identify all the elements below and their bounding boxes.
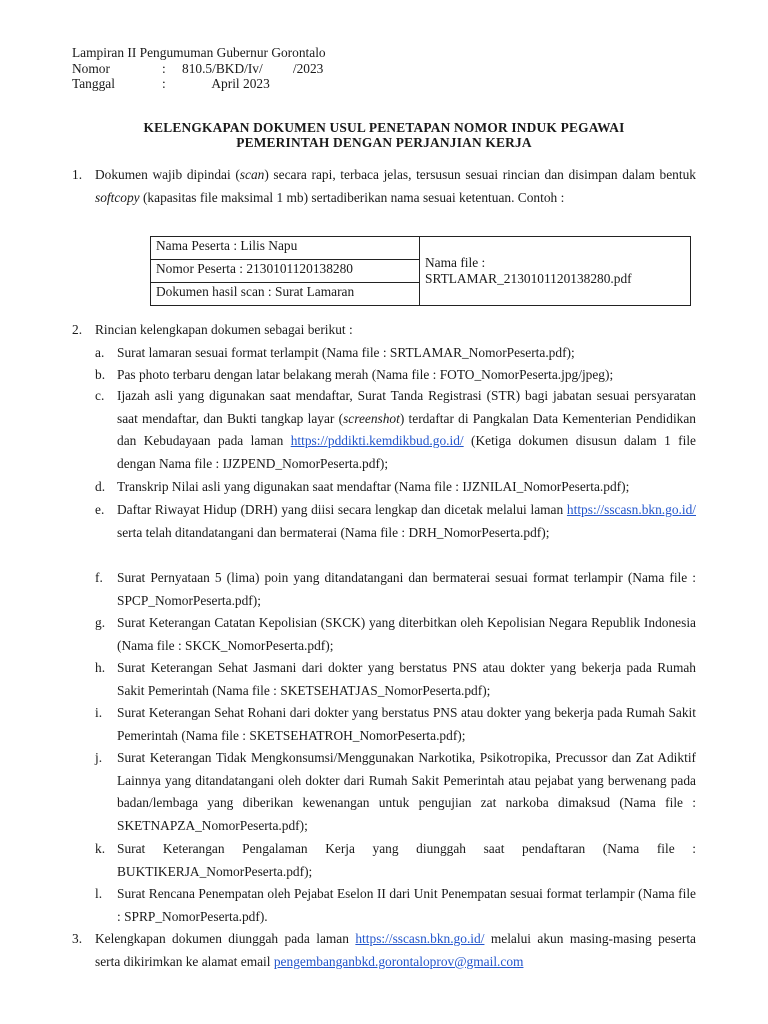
item-text: Rincian kelengkapan dokumen sebagai berikut : [95, 322, 353, 337]
tanggal-colon: : [162, 76, 166, 91]
tanggal-value: April 2023 [182, 76, 270, 91]
title-line-2: PEMERINTAH DENGAN PERJANJIAN KERJA [236, 135, 532, 150]
item-number: 1. [72, 167, 83, 182]
example-table [150, 236, 691, 306]
title-line-1: KELENGKAPAN DOKUMEN USUL PENETAPAN NOMOR INDUK PEGAWAI [143, 120, 625, 135]
email-link[interactable]: pengembanganbkd.gorontaloprov@gmail.com [273, 953, 524, 969]
attachment-line: Lampiran II Pengumuman Gubernur Gorontalo [72, 45, 326, 60]
document-title [72, 120, 696, 150]
nomor-label: Nomor [72, 60, 110, 76]
sscasn-link[interactable]: https://sscasn.bkn.go.id/ [355, 931, 485, 946]
document-page: Lampiran II Pengumuman Gubernur Gorontalo Nomor : 810.5/BKD/Iv/ /2023 Tanggal : April 2023 KELENGKAPAN DOKUMEN USUL PENETAPAN NOMOR INDUK PEGAWAI PEMERINTAH DENGAN PERJANJIAN KERJA 1. Dokumen wajib dipindai (scan) secara rapi, terbaca jelas, tersusun sesuai rincian dan disimpan dalam bentuk softcopy (kapasitas file maksimal 1 mb) sertadiberikan nama sesuai ketentuan. Contoh : Nama Peserta : Lilis Napu Nama file : SRTLAMAR_2130101120138280.pdf Nomor Peserta : 2130101120138280 Dokumen hasil scan : Surat Lamaran 2. Rincian kelengkapan dokumen sebagai berikut : a. Surat lamaran sesuai format terlampit (Nama file : SRTLAMAR_NomorPeserta.pdf); b. Pas photo terbaru dengan latar belakang merah (Nama file : FOTO_NomorPeserta.jpg/jpeg); c. Ijazah asli yang digunakan saat mendaftar, Surat Tanda Registrasi (STR) bagi jabatan sesuai persyaratan saat mendaftar, dan Bukti tangkap layar (screenshot) terdaftar di Pangkalan Data Kementerian Pendidikan dan Kebudayaan pada laman https://pddikti.kemdikbud.go.id/ (Ketiga dokumen disusun dalam 1 file dengan Nama file : IJZPEND_NomorPeserta.pdf); d. Transkrip Nilai asli yang digunakan saat mendaftar (Nama file : IJZNILAI_NomorPeserta.pdf); e. Daftar Riwayat Hidup (DRH) yang diisi secara lengkap dan dicetak melalui laman https://sscasn.bkn.go.id/ serta telah ditandatangani dan bermaterai (Nama file : DRH_NomorPeserta.pdf); f. Surat Pernyataan 5 (lima) poin yang ditandatangani dan bermaterai sesuai format terlampir (Nama file : SPCP_NomorPeserta.pdf); g. Surat Keterangan Catatan Kepolisian (SKCK) yang diterbitkan oleh Kepolisian Negara Republik Indonesia (Nama file : SKCK_NomorPeserta.pdf); h. Surat Keterangan Sehat Jasmani dari dokter yang berstatus PNS atau dokter yang bekerja pada Rumah Sakit Pemerintah (Nama file : SKETSEHATJAS_NomorPeserta.pdf); i. Surat Keterangan Sehat Rohani dari dokter yang berstatus PNS atau dokter yang bekerja pada Rumah Sakit Pemerintah (Nama file : SKETSEHATROH_NomorPeserta.pdf); j. Surat Keterangan Tidak Mengkonsumsi/Menggunakan Narkotika, Psikotropika, Precussor dan Zat Adiktif Lainnya yang ditandatangani oleh dokter dari Rumah Sakit Pemerintah atau pejabat yang berwenang pada badan/lembaga yang diberikan kewenangan untuk pengujian zat narkoba dimaksud (Nama file : SKETNAPZA_NomorPeserta.pdf); k. Surat Keterangan Pengalaman Kerja yang diunggah saat pendaftaran (Nama file : BUKTIKERJA_NomorPeserta.pdf); l. Surat Rencana Penempatan oleh Pejabat Eselon II dari Unit Penempatan sesuai format terlampir (Nama file : SPRP_NomorPeserta.pdf). 3. Kelengkapan dokumen diunggah pada laman https://sscasn.bkn.go.id/ melalui akun masing-masing peserta serta dikirimkan ke alamat email pengembanganbkd.gorontaloprov@gmail.com [0, 0, 768, 1024]
item-text: Dokumen wajib dipindai (scan) secara rapi, terbaca jelas, tersusun sesuai rincian dan disimpan dalam bentuk softcopy (kapasitas file maksimal 1 mb) sertadiberikan nama sesuai ketentuan. Contoh : [95, 167, 696, 205]
item-number: 3. [72, 931, 83, 946]
table-cell: Nama Peserta : Lilis Napu [151, 237, 420, 260]
filename-cell: Nama file : SRTLAMAR_2130101120138280.pdf [420, 237, 691, 306]
nomor-value: 810.5/BKD/Iv/ /2023 [182, 60, 324, 76]
table-cell: Dokumen hasil scan : Surat Lamaran [151, 283, 420, 306]
attachment-header [72, 45, 326, 92]
item-number: 2. [72, 322, 83, 337]
pddikti-link[interactable]: https://pddikti.kemdikbud.go.id/ [290, 433, 464, 449]
tanggal-label: Tanggal [72, 76, 115, 91]
sscasn-link[interactable]: https://sscasn.bkn.go.id/ [566, 502, 696, 517]
item-text: Kelengkapan dokumen diunggah pada laman https://sscasn.bkn.go.id/ melalui akun masing-masing peserta serta dikirimkan ke alamat email pengembanganbkd.gorontaloprov@gmail.com [95, 931, 696, 969]
table-cell: Nomor Peserta : 2130101120138280 [151, 260, 420, 283]
nomor-colon: : [162, 60, 166, 76]
